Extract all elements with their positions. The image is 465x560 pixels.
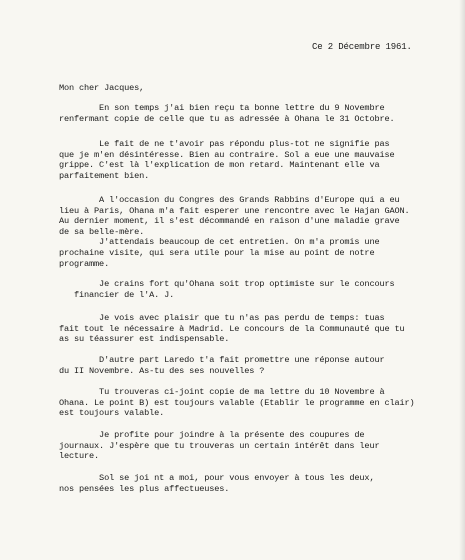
text-line: prochaine visite, qui sera utile pour la mise au point de notre	[59, 247, 375, 258]
paragraph-4	[59, 279, 463, 300]
text-line: D'autre part Laredo t'a fait promettre une réponse autour	[59, 355, 385, 365]
text-line: fait tout le nécessaire à Madrid. Le concours de la Communauté que tu	[59, 323, 405, 334]
text-line: du II Novembre. As-tu des ses nouvelles ?	[59, 365, 265, 376]
text-line: Tu trouveras ci-joint copie de ma lettre du 10 Novembre à	[59, 387, 385, 397]
text-line: parfaitement bien.	[59, 170, 150, 181]
paragraph-2	[59, 139, 463, 181]
paragraph-5	[59, 313, 463, 345]
letter-date: Ce 2 Décembre 1961.	[312, 42, 412, 52]
text-line: journaux. J'espère que tu trouveras un certain intérêt dans leur	[59, 440, 380, 451]
text-line: Au dernier moment, il s'est décommandé en raison d'une maladie grave	[59, 216, 400, 227]
text-line: nos pensées les plus affectueuses.	[59, 483, 230, 494]
text-line: J'attendais beaucoup de cet entretien. On m'a promis une	[59, 237, 380, 248]
text-line: Je profite pour joindre à la présente des coupures de	[59, 430, 365, 440]
text-line: A l'occasion du Congres des Grands Rabbins d'Europe qui a eu	[59, 195, 400, 205]
salutation: Mon cher Jacques,	[59, 83, 145, 93]
text-line: programme.	[59, 258, 110, 269]
text-line: Je crains fort qu'Ohana soit trop optimiste sur le concours	[59, 279, 395, 289]
text-line: de sa belle-mère.	[59, 226, 145, 237]
paragraph-6	[59, 355, 463, 376]
text-line: Sol se joi nt a moi, pour vous envoyer à tous les deux,	[59, 473, 375, 483]
text-line: Le fait de ne t'avoir pas répondu plus-tot ne signifie pas	[59, 139, 390, 149]
text-line: est toujours valable.	[59, 408, 165, 419]
text-line: financier de l'A. J.	[59, 289, 175, 300]
text-line: que je m'en désintéresse. Bien au contraire. Sol a eue une mauvaise	[59, 149, 395, 160]
text-line: Ohana. Le point B) est toujours valable (Etablir le programme en clair)	[59, 397, 415, 408]
paragraph-3	[59, 195, 463, 269]
text-line: as su téassurer est indispensable.	[59, 334, 230, 345]
paragraph-9	[59, 473, 463, 494]
text-line: En son temps j'ai bien reçu ta bonne lettre du 9 Novembre	[59, 103, 385, 113]
text-line: renfermant copie de celle que tu as adressée à Ohana le 31 Octobre.	[59, 113, 395, 124]
text-line: Je vois avec plaisir que tu n'as pas perdu de temps: tuas	[59, 313, 385, 323]
text-line: grippe. C'est là l'explication de mon retard. Maintenant elle va	[59, 160, 380, 171]
paragraph-1	[59, 103, 463, 124]
paragraph-7	[59, 387, 463, 419]
paragraph-8	[59, 430, 463, 462]
text-line: lecture.	[59, 451, 100, 462]
text-line: lieu à Paris, Ohana m'a fait esperer une rencontre avec le Hajan GAON.	[59, 205, 410, 216]
